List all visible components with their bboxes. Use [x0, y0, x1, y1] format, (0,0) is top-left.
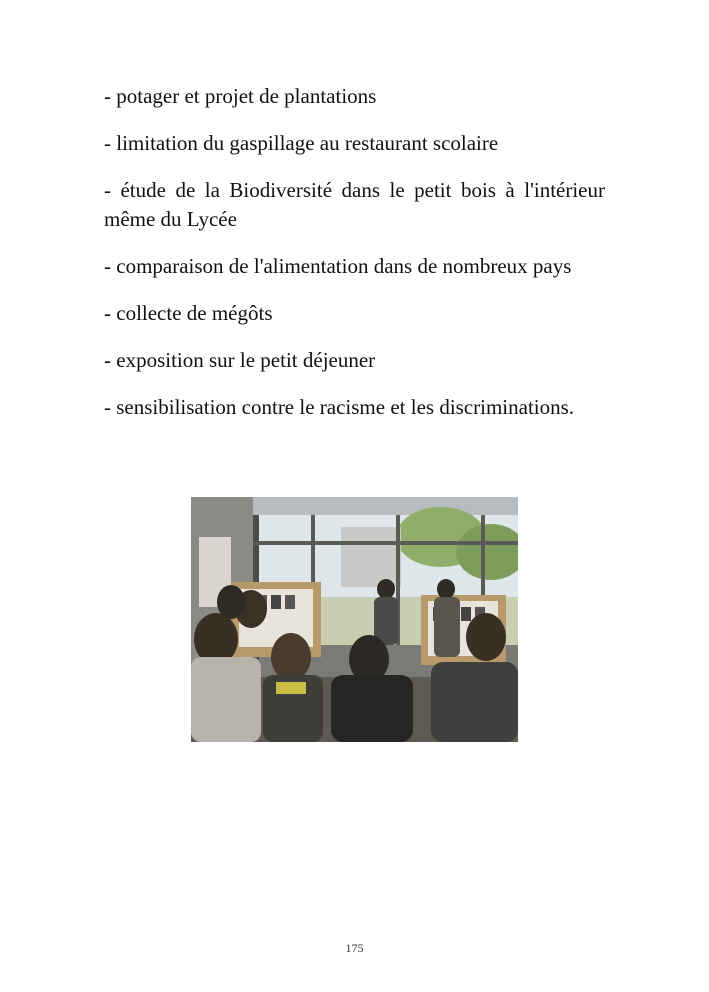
photo-exhibition-visitors-icon	[191, 497, 518, 742]
exhibition-photo	[191, 497, 518, 742]
page-number: 175	[345, 941, 364, 955]
bullet-list	[104, 82, 605, 440]
list-item: - comparaison de l'alimentation dans de nombreux pays	[104, 254, 572, 278]
list-item: - exposition sur le petit déjeuner	[104, 348, 376, 372]
list-item: - étude de la Biodiversité dans le petit bois à l'intérieur même du Lycée	[104, 178, 605, 231]
list-item: - collecte de mégôts	[104, 301, 273, 325]
list-item: - sensibilisation contre le racisme et les discriminations.	[104, 395, 575, 419]
list-item: - limitation du gaspillage au restaurant scolaire	[104, 131, 499, 155]
list-item: - potager et projet de plantations	[104, 84, 377, 108]
